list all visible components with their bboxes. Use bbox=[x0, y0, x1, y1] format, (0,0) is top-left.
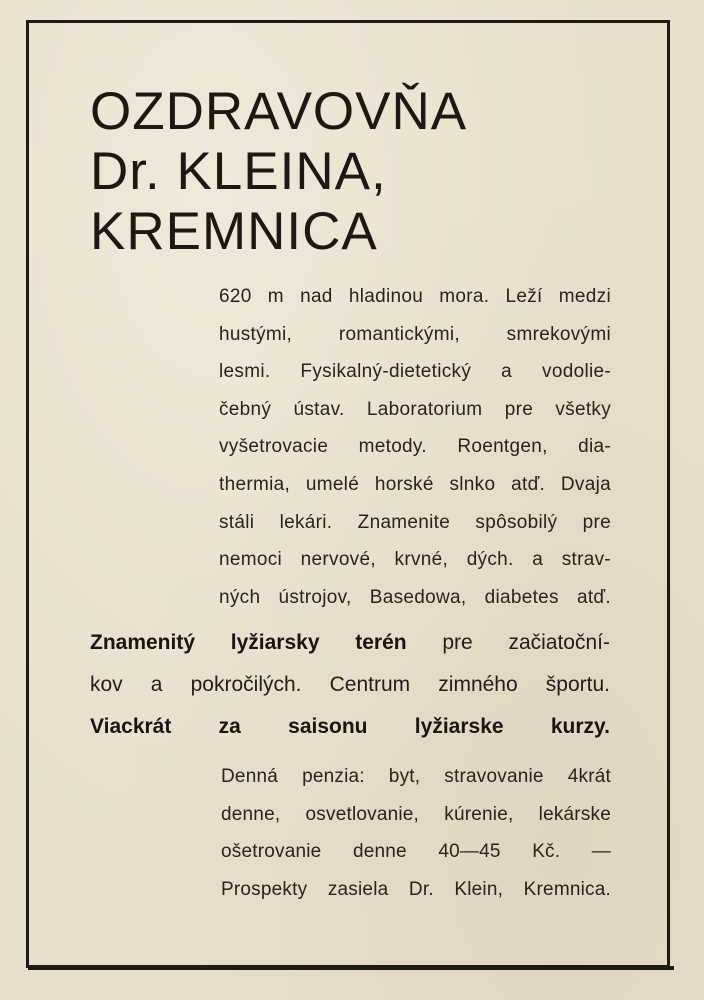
intro-paragraph bbox=[219, 278, 611, 616]
ski-line-2: kov a pokročilých. Centrum zimného športu. bbox=[90, 673, 610, 696]
price-paragraph bbox=[221, 758, 611, 908]
intro-line: vyšetrovacie metody. Roentgen, dia- bbox=[219, 436, 611, 458]
intro-line: stáli lekári. Znamenite spôsobilý pre bbox=[219, 511, 611, 533]
ski-courses-highlight: Viackrát za saisonu lyžiarske kurzy. bbox=[90, 715, 610, 738]
intro-line: čebný ústav. Laboratorium pre všetky bbox=[219, 398, 611, 420]
bottom-border-rule bbox=[28, 966, 674, 970]
ski-paragraph bbox=[90, 622, 610, 748]
title-line-3: KREMNICA bbox=[90, 202, 378, 261]
ski-line-1-rest: pre začiatoční- bbox=[406, 631, 610, 654]
ski-terrain-highlight: Znamenitý lyžiarsky terén bbox=[90, 631, 407, 654]
price-line: Prospekty zasiela Dr. Klein, Kremnica. bbox=[221, 878, 611, 900]
title-line-1: OZDRAVOVŇA bbox=[90, 82, 468, 141]
intro-line: lesmi. Fysikalný-dietetický a vodolie- bbox=[219, 361, 611, 383]
price-line: Denná penzia: byt, stravovanie 4krát bbox=[221, 766, 611, 787]
ski-line-1 bbox=[90, 622, 610, 664]
title-line-2: Dr. KLEINA, bbox=[90, 142, 387, 201]
advertisement-title bbox=[90, 82, 467, 262]
intro-line: thermia, umelé horské slnko atď. Dvaja bbox=[219, 473, 611, 495]
intro-line: nemoci nervové, krvné, dých. a strav- bbox=[219, 549, 611, 571]
intro-line: hustými, romantickými, smrekovými bbox=[219, 323, 611, 345]
price-line: denne, osvetlovanie, kúrenie, lekárske bbox=[221, 803, 611, 825]
price-line: ošetrovanie denne 40—45 Kč. — bbox=[221, 841, 611, 862]
intro-line: ných ústrojov, Basedowa, diabetes atď. bbox=[219, 586, 611, 608]
ski-line-3 bbox=[90, 706, 610, 748]
intro-line: 620 m nad hladinou mora. Leží medzi bbox=[219, 286, 611, 307]
